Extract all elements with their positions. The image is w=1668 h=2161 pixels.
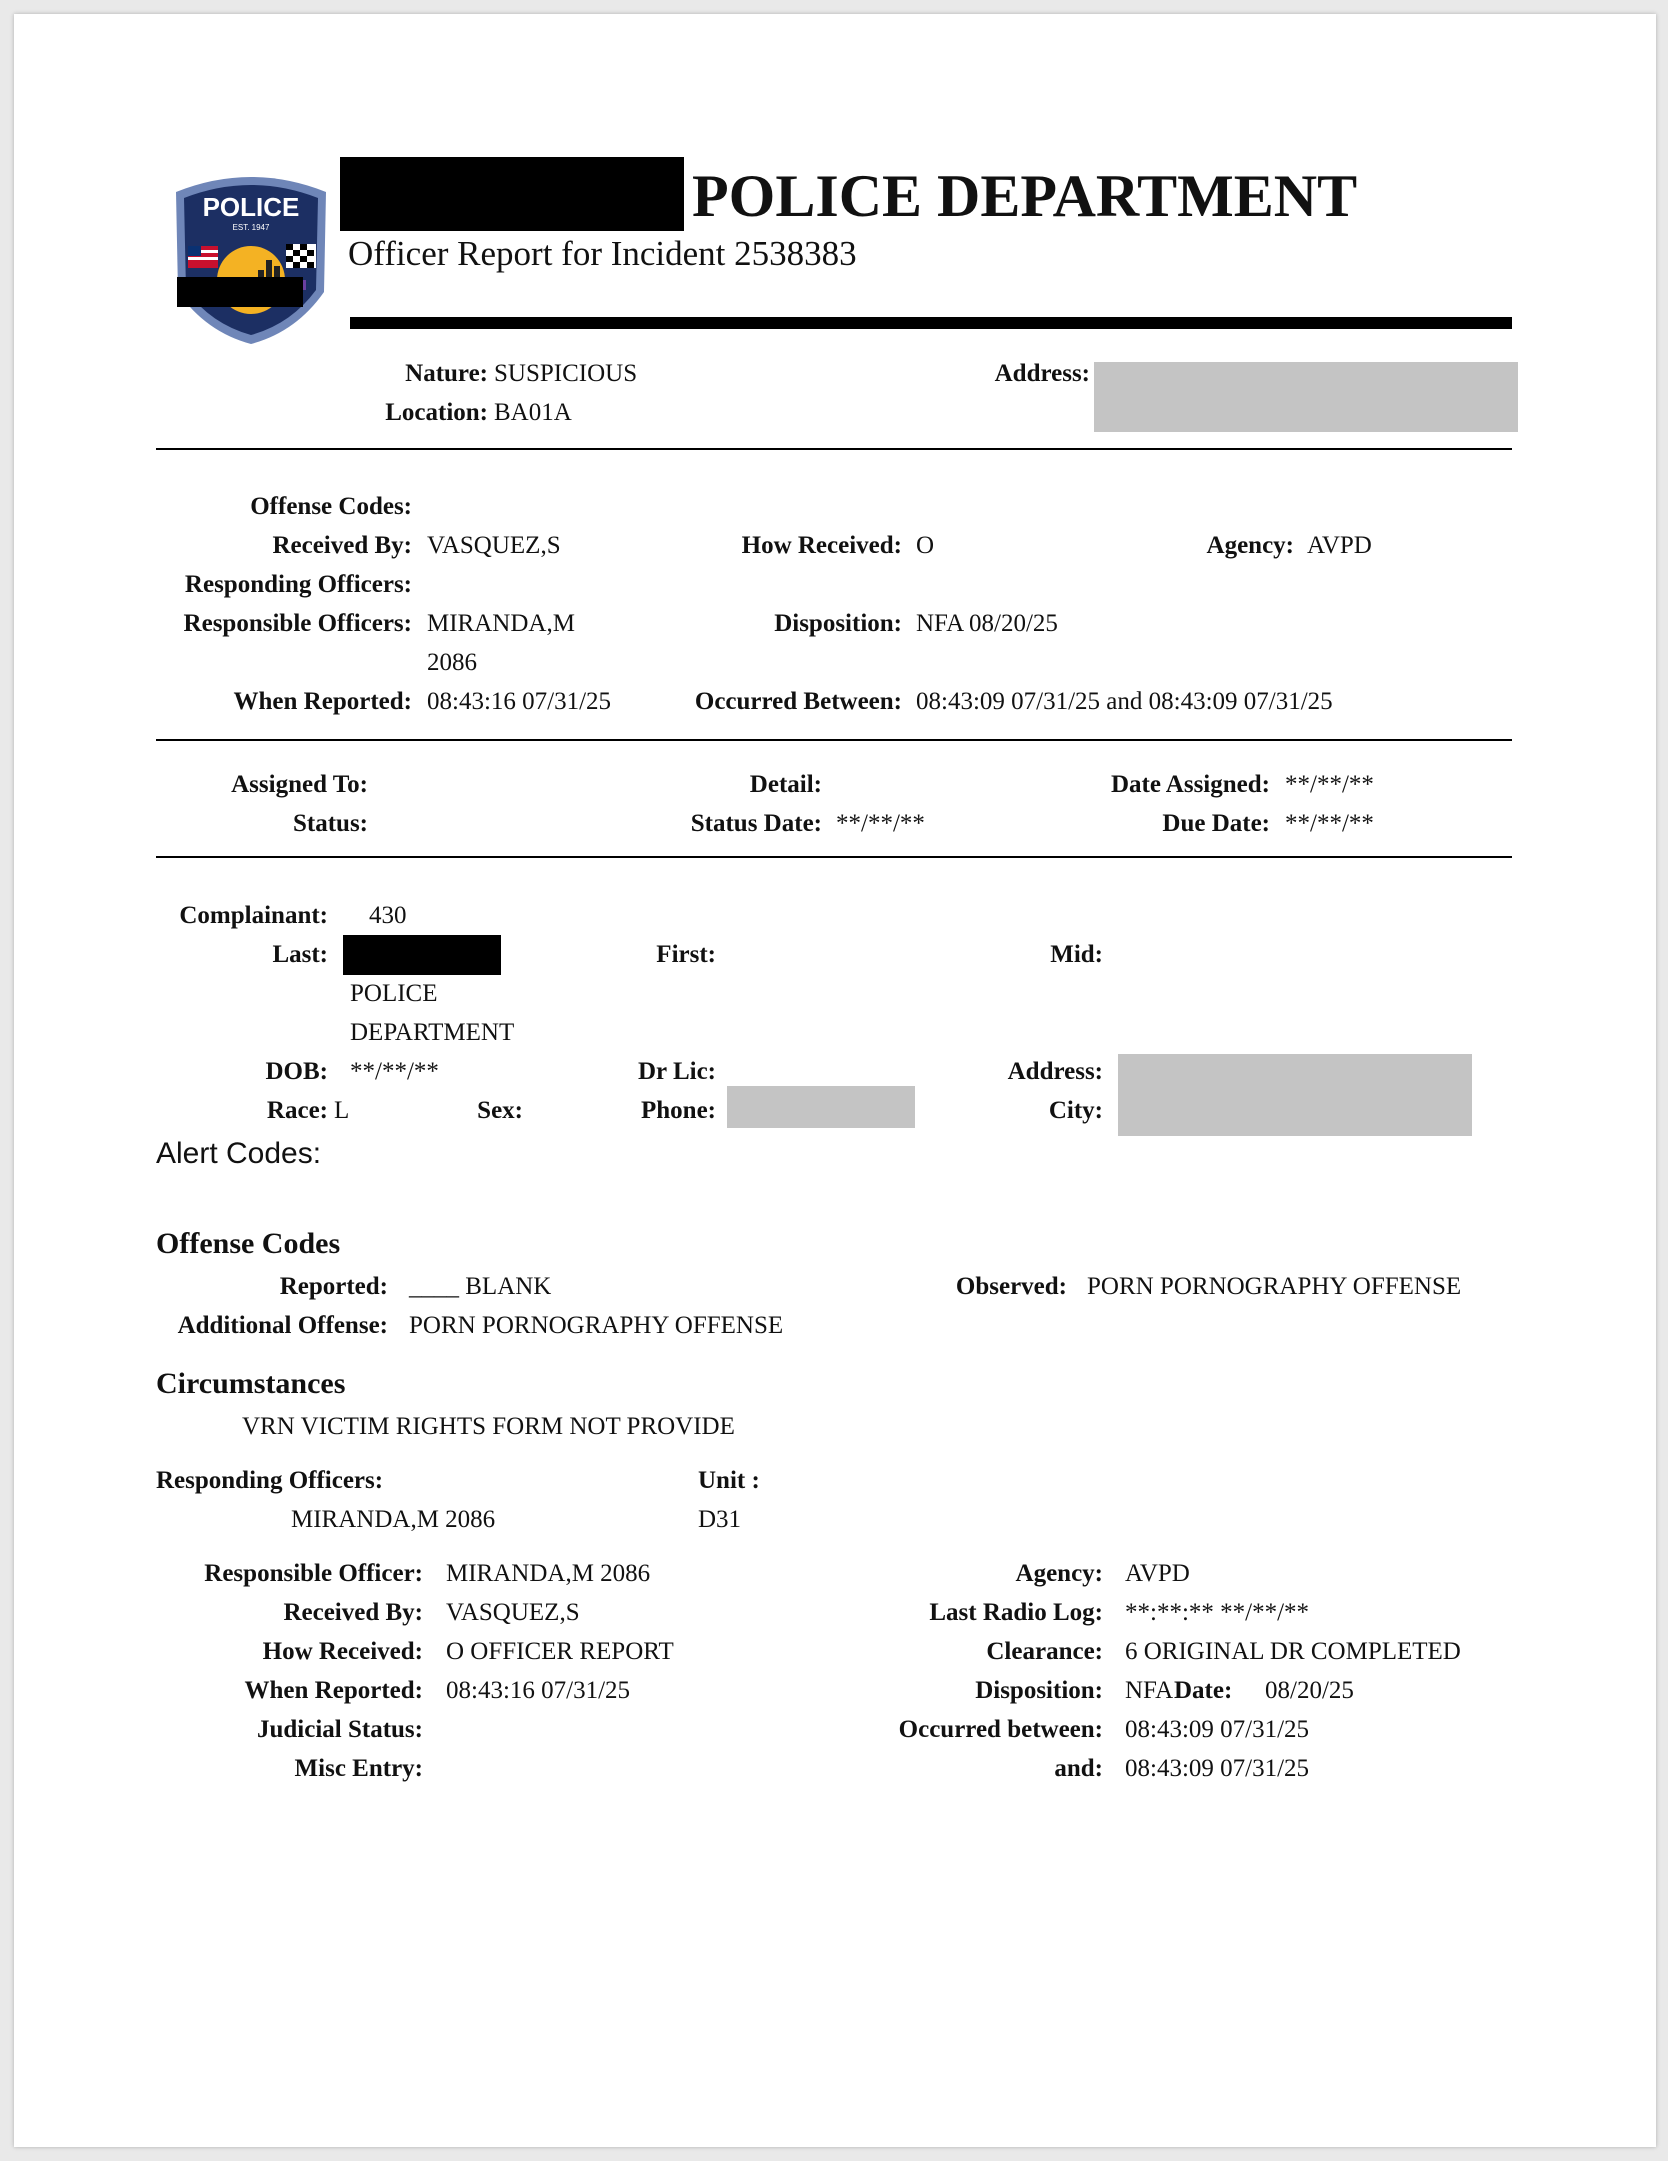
department-title: POLICE DEPARTMENT xyxy=(692,163,1358,229)
last-name-line-2: DEPARTMENT xyxy=(350,1019,515,1046)
complainant-value: 430 xyxy=(369,902,407,929)
occurred-between-footer-label: Occurred between: xyxy=(898,1716,1103,1743)
footer-when-reported-label: When Reported: xyxy=(244,1677,423,1704)
complainant-label: Complainant: xyxy=(179,902,328,929)
agency-value: AVPD xyxy=(1307,532,1372,559)
occurred-between-value: 08:43:09 07/31/25 and 08:43:09 07/31/25 xyxy=(916,688,1333,715)
occurred-between-label: Occurred Between: xyxy=(694,688,902,715)
dr-lic-label: Dr Lic: xyxy=(638,1058,716,1085)
circumstances-text: VRN VICTIM RIGHTS FORM NOT PROVIDE xyxy=(242,1413,735,1440)
when-reported-value: 08:43:16 07/31/25 xyxy=(427,688,612,715)
footer-agency-value: AVPD xyxy=(1125,1560,1190,1587)
complainant-address-redaction xyxy=(1118,1054,1472,1136)
location-label: Location: xyxy=(385,399,488,426)
location-value: BA01A xyxy=(494,399,572,426)
address-redaction xyxy=(1094,362,1518,432)
reported-label: Reported: xyxy=(279,1273,388,1300)
detail-label: Detail: xyxy=(749,771,822,798)
reported-value: ____ BLANK xyxy=(409,1273,552,1300)
badge-est-text: EST. 1947 xyxy=(232,223,270,232)
last-name-redaction xyxy=(343,935,501,975)
responding-officers-heading: Responding Officers: xyxy=(156,1467,384,1494)
police-badge-logo xyxy=(166,172,336,347)
footer-received-by-label: Received By: xyxy=(283,1599,423,1626)
due-date-value: **/**/** xyxy=(1285,810,1374,837)
unit-value: D31 xyxy=(698,1506,742,1533)
unit-label: Unit : xyxy=(698,1467,760,1494)
report-page xyxy=(14,14,1656,2147)
phone-redaction xyxy=(727,1086,915,1128)
footer-disposition-value: NFA xyxy=(1125,1677,1174,1704)
due-date-label: Due Date: xyxy=(1162,810,1270,837)
clearance-value: 6 ORIGINAL DR COMPLETED xyxy=(1125,1638,1461,1665)
occurred-between-footer-value: 08:43:09 07/31/25 xyxy=(1125,1716,1310,1743)
alert-codes-label: Alert Codes: xyxy=(156,1137,322,1170)
offense-codes-label: Offense Codes: xyxy=(250,493,412,520)
received-by-label: Received By: xyxy=(272,532,412,559)
status-date-value: **/**/** xyxy=(836,810,925,837)
race-value: L xyxy=(334,1097,350,1124)
offense-codes-title: Offense Codes xyxy=(156,1227,341,1260)
misc-entry-label: Misc Entry: xyxy=(294,1755,423,1782)
responding-officers-label: Responding Officers: xyxy=(184,571,412,598)
middle-name-label: Mid: xyxy=(1050,941,1103,968)
additional-offense-label: Additional Offense: xyxy=(177,1312,388,1339)
disposition-date-value: 08/20/25 xyxy=(1265,1677,1354,1704)
dob-label: DOB: xyxy=(265,1058,328,1085)
additional-offense-value: PORN PORNOGRAPHY OFFENSE xyxy=(409,1312,784,1339)
footer-how-received-value: O OFFICER REPORT xyxy=(446,1638,674,1665)
complainant-address-label: Address: xyxy=(1007,1058,1103,1085)
observed-label: Observed: xyxy=(955,1273,1067,1300)
observed-value: PORN PORNOGRAPHY OFFENSE xyxy=(1087,1273,1462,1300)
city-label: City: xyxy=(1048,1097,1103,1124)
last-name-label: Last: xyxy=(272,941,328,968)
responsible-officer-value: MIRANDA,M 2086 xyxy=(446,1560,651,1587)
footer-how-received-label: How Received: xyxy=(262,1638,423,1665)
last-radio-log-label: Last Radio Log: xyxy=(929,1599,1103,1626)
responding-officer-value: MIRANDA,M 2086 xyxy=(291,1506,496,1533)
how-received-label: How Received: xyxy=(741,532,902,559)
date-assigned-label: Date Assigned: xyxy=(1110,771,1270,798)
first-name-label: First: xyxy=(656,941,716,968)
date-assigned-value: **/**/** xyxy=(1285,771,1374,798)
status-date-label: Status Date: xyxy=(690,810,822,837)
footer-disposition-label: Disposition: xyxy=(975,1677,1103,1704)
footer-received-by-value: VASQUEZ,S xyxy=(446,1599,580,1626)
circumstances-title: Circumstances xyxy=(156,1367,346,1400)
divider-3 xyxy=(156,856,1512,858)
sex-label: Sex: xyxy=(477,1097,523,1124)
disposition-value: NFA 08/20/25 xyxy=(916,610,1058,637)
nature-label: Nature: xyxy=(405,360,488,387)
occurred-and-value: 08:43:09 07/31/25 xyxy=(1125,1755,1310,1782)
badge-redaction xyxy=(177,277,303,307)
responsible-officers-value-2: 2086 xyxy=(427,649,477,676)
received-by-value: VASQUEZ,S xyxy=(427,532,561,559)
report-subtitle: Officer Report for Incident 2538383 xyxy=(348,234,857,273)
occurred-and-label: and: xyxy=(1054,1755,1103,1782)
status-label: Status: xyxy=(292,810,368,837)
phone-label: Phone: xyxy=(641,1097,716,1124)
dob-value: **/**/** xyxy=(350,1058,439,1085)
badge-top-text: POLICE xyxy=(202,192,300,222)
responsible-officer-label: Responsible Officer: xyxy=(204,1560,423,1587)
disposition-date-label: Date: xyxy=(1174,1677,1233,1704)
responsible-officers-value: MIRANDA,M xyxy=(427,610,575,637)
assigned-to-label: Assigned To: xyxy=(231,771,368,798)
footer-agency-label: Agency: xyxy=(1015,1560,1103,1587)
last-name-line-1: POLICE xyxy=(350,980,438,1007)
agency-label: Agency: xyxy=(1206,532,1294,559)
disposition-label: Disposition: xyxy=(774,610,902,637)
when-reported-label: When Reported: xyxy=(233,688,412,715)
responsible-officers-label: Responsible Officers: xyxy=(183,610,412,637)
footer-when-reported-value: 08:43:16 07/31/25 xyxy=(446,1677,631,1704)
divider-2 xyxy=(156,739,1512,741)
department-name-redaction xyxy=(340,157,684,231)
divider-1 xyxy=(156,448,1512,450)
how-received-value: O xyxy=(916,532,935,559)
nature-value: SUSPICIOUS xyxy=(494,360,638,387)
race-label: Race: xyxy=(266,1097,328,1124)
clearance-label: Clearance: xyxy=(986,1638,1103,1665)
header-rule xyxy=(350,317,1512,329)
address-label: Address: xyxy=(994,360,1090,387)
last-radio-log-value: **:**:** **/**/** xyxy=(1125,1599,1310,1626)
judicial-status-label: Judicial Status: xyxy=(256,1716,423,1743)
